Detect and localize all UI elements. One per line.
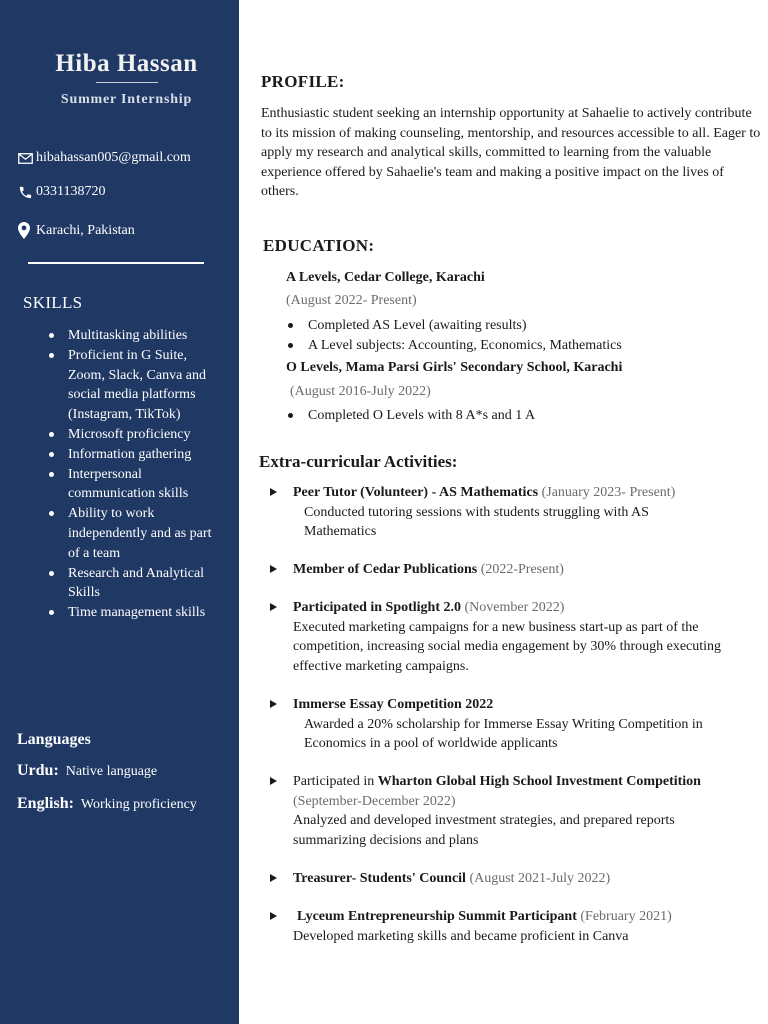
education-date: (August 2022- Present) xyxy=(286,293,417,308)
skills-heading: SKILLS xyxy=(23,293,83,312)
arrow-bullet-icon xyxy=(270,777,277,785)
education-heading: EDUCATION: xyxy=(263,236,375,255)
arrow-bullet-icon xyxy=(270,488,277,496)
activity-date: (January 2023- Present) xyxy=(541,485,676,500)
language-urdu xyxy=(17,762,157,780)
education-title: O Levels, Mama Parsi Girls' Secondary School, Karachi xyxy=(286,360,623,375)
education-bullet: Completed O Levels with 8 A*s and 1 A xyxy=(308,406,535,426)
education-bullet: A Level subjects: Accounting, Economics, Mathematics xyxy=(308,336,622,356)
arrow-bullet-icon xyxy=(270,874,277,882)
skill-item: Information gathering xyxy=(68,445,218,465)
activity-title: Peer Tutor (Volunteer) - AS Mathematics xyxy=(293,485,539,500)
activity-description: Executed marketing campaigns for a new business start-up as part of the competition, increasing social media engagement by 30% through executing effective marketing campaigns. xyxy=(293,619,722,674)
location-text: Karachi, Pakistan xyxy=(36,222,135,238)
arrow-bullet-icon xyxy=(270,603,277,611)
activity-date: (February 2021) xyxy=(580,909,672,924)
education-bullets xyxy=(308,316,622,355)
activity-date: (September-December 2022) xyxy=(293,793,456,809)
activity-title: Wharton Global High School Investment Competition xyxy=(377,774,701,789)
skill-item: Ability to work independently and as part of a team xyxy=(68,504,218,563)
profile-heading: PROFILE: xyxy=(261,72,345,91)
activity-title: Treasurer- Students' Council xyxy=(293,871,466,886)
language-name: Urdu: xyxy=(17,762,59,779)
skill-item: Time management skills xyxy=(68,603,218,623)
activity-title: Lyceum Entrepreneurship Summit Participant xyxy=(297,909,577,924)
profile-text: Enthusiastic student seeking an internship opportunity at Sahaelie to actively contribute to its mission of making counseling, mentorship, and resources accessible to all. Eager to apply my research and analytical skills, committed to learning from the valuable experience offered by Sahaelie's team and making a positive impact on the lives of others. xyxy=(261,106,761,199)
language-english xyxy=(17,795,197,813)
sidebar-divider xyxy=(28,262,204,264)
arrow-bullet-icon xyxy=(270,700,277,708)
activity-item xyxy=(272,869,610,889)
candidate-name: Hiba Hassan xyxy=(55,50,198,77)
name-divider xyxy=(96,82,158,83)
activity-prefix: Participated in xyxy=(293,774,375,789)
sidebar xyxy=(0,0,239,1024)
activity-date: (2022-Present) xyxy=(480,562,564,577)
location-pin-icon xyxy=(18,222,36,239)
language-name: English: xyxy=(17,795,74,812)
arrow-bullet-icon xyxy=(270,912,277,920)
activity-description: Analyzed and developed investment strategies, and prepared reports summarizing decisions and plans xyxy=(293,813,675,848)
education-bullet: Completed AS Level (awaiting results) xyxy=(308,316,622,336)
education-date: (August 2016-July 2022) xyxy=(290,384,431,399)
main-content xyxy=(239,0,768,1024)
skill-item: Microsoft proficiency xyxy=(68,425,218,445)
contact-location xyxy=(18,222,135,239)
activity-item xyxy=(272,695,762,754)
skill-item: Interpersonal communication skills xyxy=(68,465,218,505)
education-bullets xyxy=(308,406,535,426)
activity-item xyxy=(272,772,762,850)
skill-item: Research and Analytical Skills xyxy=(68,564,218,604)
skill-item: Multitasking abilities xyxy=(68,326,218,346)
candidate-subtitle: Summer Internship xyxy=(60,92,193,107)
phone-text: 0331138720 xyxy=(36,184,106,199)
activity-description: Developed marketing skills and became proficient in Canva xyxy=(293,928,629,944)
mail-icon xyxy=(18,153,36,164)
activity-title: Immerse Essay Competition 2022 xyxy=(293,697,494,712)
education-title: A Levels, Cedar College, Karachi xyxy=(286,270,485,285)
arrow-bullet-icon xyxy=(270,565,277,573)
contact-phone xyxy=(18,184,105,200)
activity-description: Awarded a 20% scholarship for Immerse Essay Writing Competition in Economics in a pool of worldwide applicants xyxy=(304,716,703,751)
activity-date: (November 2022) xyxy=(464,600,565,615)
activity-item xyxy=(272,907,762,946)
activity-item xyxy=(272,483,762,542)
languages-heading: Languages xyxy=(17,731,91,748)
activity-title: Participated in Spotlight 2.0 xyxy=(293,600,462,615)
email-text[interactable]: hibahassan005@gmail.com xyxy=(36,150,191,165)
language-level: Native language xyxy=(65,764,158,779)
skills-list xyxy=(68,326,218,623)
activities-heading: Extra-curricular Activities: xyxy=(259,452,458,471)
activity-item xyxy=(272,560,564,580)
contact-email xyxy=(18,150,191,166)
activity-title: Member of Cedar Publications xyxy=(293,562,478,577)
phone-icon xyxy=(18,185,36,200)
language-level: Working proficiency xyxy=(80,797,197,812)
skill-item: Proficient in G Suite, Zoom, Slack, Canva and social media platforms (Instagram, TikTok) xyxy=(68,346,218,425)
activity-item xyxy=(272,598,762,676)
activity-date: (August 2021-July 2022) xyxy=(469,871,611,886)
activity-description: Conducted tutoring sessions with students struggling with AS Mathematics xyxy=(304,504,649,539)
